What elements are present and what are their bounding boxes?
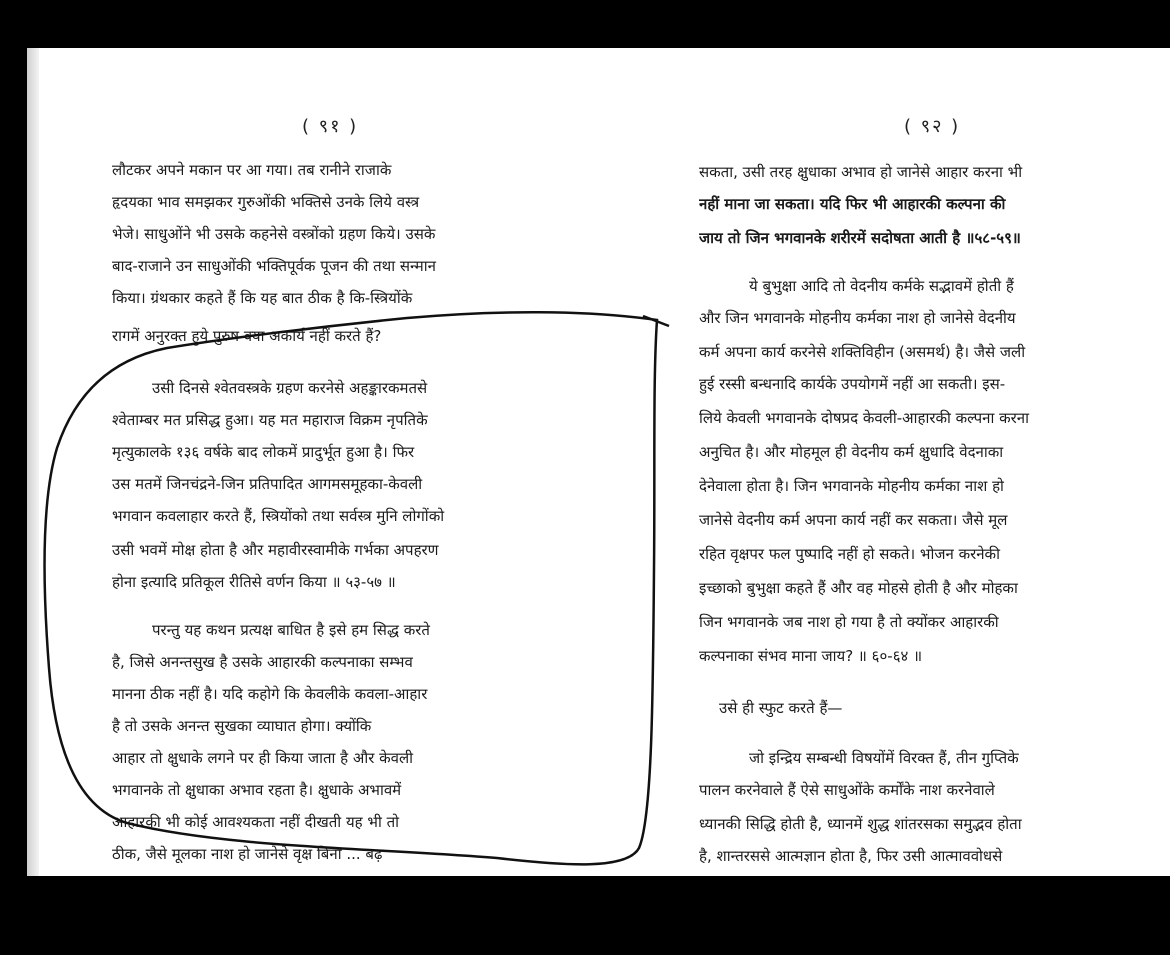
text-line: श्वेताम्बर मत प्रसिद्ध हुआ। यह मत महाराज विक्रम नृपतिके xyxy=(112,411,428,429)
text-line: आहार तो क्षुधाके लगने पर ही किया जाता है और केवली xyxy=(112,749,414,767)
text-line: कल्पनाका संभव माना जाय? ॥ ६०-६४ ॥ xyxy=(699,647,923,665)
text-line: लौटकर अपने मकान पर आ गया। तब रानीने राजाके xyxy=(112,161,392,179)
text-line: हुई रस्सी बन्धनादि कार्यके उपयोगमें नहीं आ सकती। इस- xyxy=(699,375,1006,393)
text-line: भेजे। साधुओंने भी उसके कहनेसे वस्त्रोंको ग्रहण किये। उसके xyxy=(112,225,436,243)
text-line: है तो उसके अनन्त सुखका व्याघात होगा। क्योंकि xyxy=(112,717,372,735)
text-line: भगवानके तो क्षुधाका अभाव रहता है। क्षुधाके अभावमें xyxy=(112,781,402,799)
text-line: जो इन्द्रिय सम्बन्धी विषयोंमें विरक्त हैं, तीन गुप्तिके xyxy=(749,749,1019,767)
text-line: उसी दिनसे श्वेतवस्त्रके ग्रहण करनेसे अहङ्कारकमतसे xyxy=(152,379,428,397)
text-line: इच्छाको बुभुक्षा कहते हैं और वह मोहसे होती है और मोहका xyxy=(699,579,1018,597)
text-line: सकता, उसी तरह क्षुधाका अभाव हो जानेसे आहार करना भी xyxy=(699,163,1023,181)
text-line: उस मतमें जिनचंद्रने-जिन प्रतिपादित आगमसमूहका-केवली xyxy=(112,475,423,493)
text-line: ठीक, जैसे मूलका नाश हो जानेसे वृक्ष बिना ... बढ़ xyxy=(112,845,383,863)
text-line: है, जिसे अनन्तसुख है उसके आहारकी कल्पनाका सम्भव xyxy=(112,653,413,671)
text-line: मृत्युकालके १३६ वर्षके बाद लोकमें प्रादुर्भूत हुआ है। फिर xyxy=(112,443,415,461)
text-line: रागमें अनुरक्त हुये पुरुष क्या अकार्य नहीं करते हैं? xyxy=(112,327,382,345)
text-line: है, शान्तरससे आत्मज्ञान होता है, फिर उसी आत्माववोधसे xyxy=(699,847,1003,865)
left-page-number: ( ९१ ) xyxy=(302,116,359,137)
text-line: ध्यानकी सिद्धि होती है, ध्यानमें शुद्ध शांतरसका समुद्भव होता xyxy=(699,815,1022,833)
text-line: देनेवाला होता है। जिन भगवानके मोहनीय कर्मका नाश हो xyxy=(699,477,1004,495)
text-line: मानना ठीक नहीं है। यदि कहोगे कि केवलीके कवला-आहार xyxy=(112,685,428,703)
text-line: जिन भगवानके जब नाश हो गया है तो क्योंकर आहारकी xyxy=(699,613,999,631)
text-line: हृदयका भाव समझकर गुरुओंकी भक्तिसे उनके लिये वस्त्र xyxy=(112,193,420,211)
text-line: होना इत्यादि प्रतिकूल रीतिसे वर्णन किया ॥ ५३-५७ ॥ xyxy=(112,573,396,591)
text-line: नहीं माना जा सकता। यदि फिर भी आहारकी कल्पना की xyxy=(699,195,1006,213)
text-line: कर्म अपना कार्य करनेसे शक्तिविहीन (असमर्थ) है। जैसे जली xyxy=(699,343,1026,361)
text-line: परन्तु यह कथन प्रत्यक्ष बाधित है इसे हम सिद्ध करते xyxy=(152,621,430,639)
scanned-book-spread xyxy=(27,48,1170,876)
text-line: भगवान कवलाहार करते हैं, स्त्रियोंको तथा सर्वस्त्र मुनि लोगोंको xyxy=(112,507,445,525)
text-line: अनुचित है। और मोहमूल ही वेदनीय कर्म क्षुधादि वेदनाका xyxy=(699,443,1004,461)
text-line: आहारकी भी कोई आवश्यकता नहीं दीखती यह भी तो xyxy=(112,813,400,831)
right-page-number: ( ९२ ) xyxy=(904,116,961,137)
text-line: ये बुभुक्षा आदि तो वेदनीय कर्मके सद्भावमें होती हैं xyxy=(749,277,1014,295)
text-line: बाद-राजाने उन साधुओंकी भक्तिपूर्वक पूजन की तथा सन्मान xyxy=(112,257,436,275)
text-line: जाय तो जिन भगवानके शरीरमें सदोषता आती है ॥५८-५९॥ xyxy=(699,229,1021,247)
text-line: उसी भवमें मोक्ष होता है और महावीरस्वामीके गर्भका अपहरण xyxy=(112,541,439,559)
text-line: और जिन भगवानके मोहनीय कर्मका नाश हो जानेसे वेदनीय xyxy=(699,309,1016,327)
text-line: पालन करनेवाले हैं ऐसे साधुओंके कर्मोंके नाश करनेवाले xyxy=(699,781,995,799)
text-line: उसे ही स्फुट करते हैं— xyxy=(719,699,843,717)
text-line: जानेसे वेदनीय कर्म अपना कार्य नहीं कर सकता। जैसे मूल xyxy=(699,511,1008,529)
text-line: लिये केवली भगवानके दोषप्रद केवली-आहारकी कल्पना करना xyxy=(699,409,1029,427)
page-edge-shadow xyxy=(27,48,39,876)
text-line: किया। ग्रंथकार कहते हैं कि यह बात ठीक है कि-स्त्रियोंके xyxy=(112,289,413,307)
text-line: रहित वृक्षपर फल पुष्पादि नहीं हो सकते। भोजन करनेकी xyxy=(699,545,1000,563)
